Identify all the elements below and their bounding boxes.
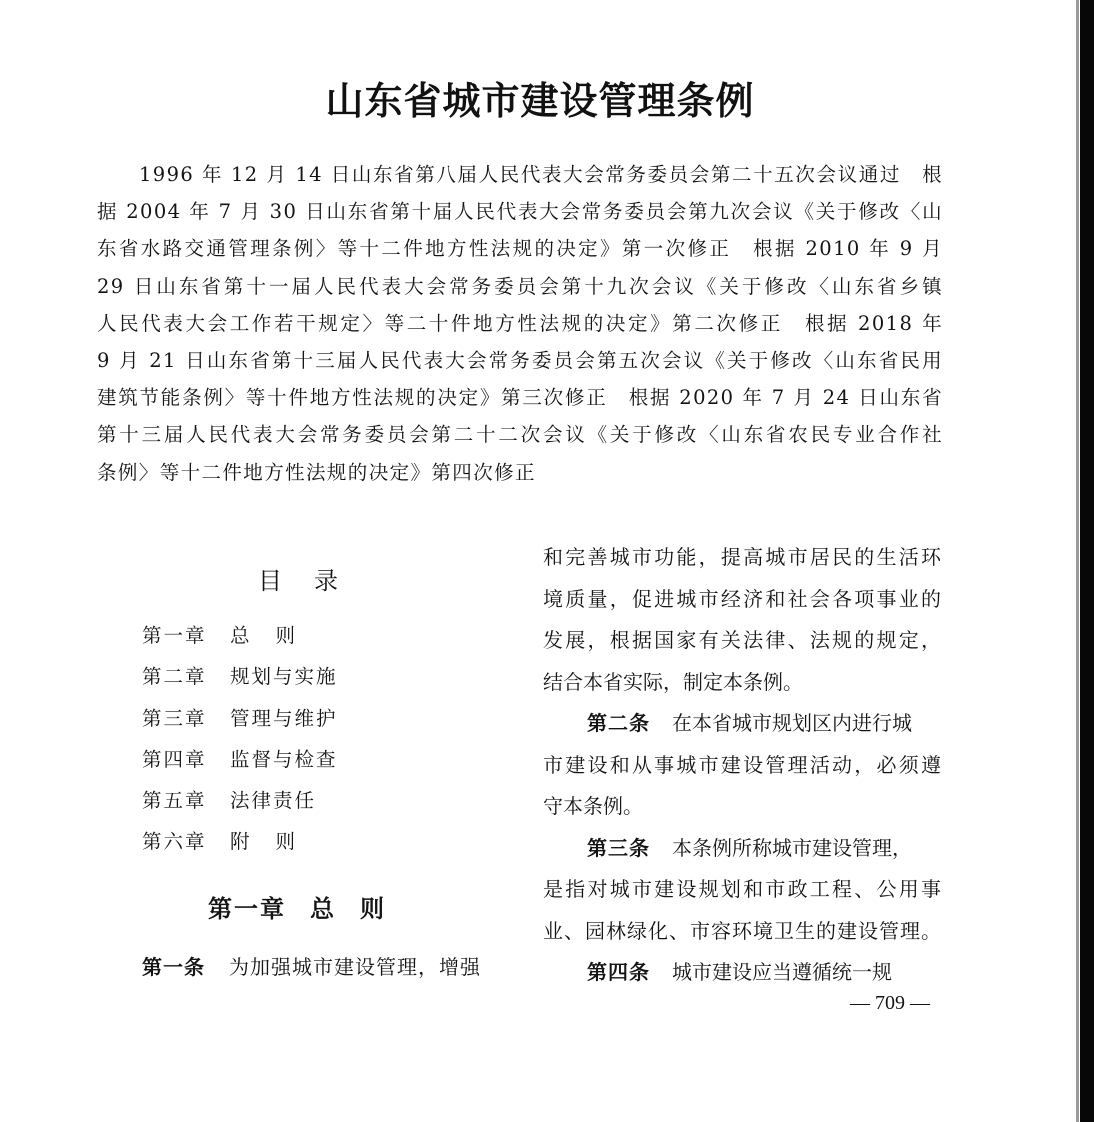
preamble-line: 第十三届人民代表大会常务委员会第二十二次会议《关于修改〈山东省农民专业合作社 xyxy=(97,423,943,447)
toc-chapter-title: 监督与检查 xyxy=(230,747,338,771)
article-text-line: 境质量，促进城市经济和社会各项事业的 xyxy=(543,586,941,611)
article-text-line: 市建设和从事城市建设管理活动，必须遵 xyxy=(543,752,941,777)
toc-chapter-number: 第二章 xyxy=(142,665,207,689)
toc-item xyxy=(142,826,338,867)
article-label: 第三条 xyxy=(587,835,650,860)
chapter-heading xyxy=(208,889,410,924)
preamble-line: 29 日山东省第十一届人民代表大会常务委员会第十九次会议《关于修改〈山东省乡镇 xyxy=(97,274,943,298)
preamble-line: 建筑节能条例〉等十件地方性法规的决定》第三次修正 根据 2020 年 7 月 24 日山东省 xyxy=(97,386,943,410)
preamble-line: 9 月 21 日山东省第十三届人民代表大会常务委员会第五次会议《关于修改〈山东省民用 xyxy=(97,348,943,372)
page-number: — 709 — xyxy=(850,992,930,1014)
article-text-line: 是指对城市建设规划和市政工程、公用事 xyxy=(543,877,941,901)
preamble-line: 人民代表大会工作若干规定〉等二十件地方性法规的决定》第二次修正 根据 2018 年 xyxy=(97,311,943,335)
toc-chapter-title: 规划与实施 xyxy=(230,665,338,689)
right-column xyxy=(543,537,941,994)
toc-chapter-number: 第三章 xyxy=(142,706,207,730)
preamble-line: 条例〉等十二件地方性法规的决定》第四次修正 xyxy=(97,460,536,484)
article-text: 为加强城市建设管理，增强 xyxy=(229,955,481,979)
preamble-line: 据 2004 年 7 月 30 日山东省第十届人民代表大会常务委员会第九次会议《关于修改〈山 xyxy=(97,200,943,224)
chapter-heading-title: 总则 xyxy=(310,895,410,923)
article-text: 城市建设应当遵循统一规 xyxy=(672,960,892,984)
toc-item xyxy=(142,703,338,744)
article-label: 第二条 xyxy=(587,711,650,735)
article-text-line: 发展，根据国家有关法律、法规的规定， xyxy=(543,628,941,652)
toc-item xyxy=(142,785,338,826)
chapter-heading-number: 第一章 xyxy=(208,895,286,923)
toc-chapter-number: 第五章 xyxy=(142,789,207,813)
toc-heading: 目录 xyxy=(258,567,370,595)
article-text-line: 结合本省实际，制定本条例。 xyxy=(543,669,803,694)
article-label: 第四条 xyxy=(587,960,650,984)
article-text-line: 和完善城市功能，提高城市居民的生活环 xyxy=(543,545,941,569)
article-text-line: 业、园林绿化、市容环境卫生的建设管理。 xyxy=(543,918,941,943)
article-text: 在本省城市规划区内进行城 xyxy=(672,711,912,735)
page-title: 山东省城市建设管理条例 xyxy=(325,78,755,123)
article-label: 第一条 xyxy=(142,955,205,979)
toc-chapter-title: 附则 xyxy=(230,830,322,854)
article-text: 本条例所称城市建设管理， xyxy=(672,835,912,860)
preamble xyxy=(97,156,943,491)
toc-item xyxy=(142,661,338,702)
article-text-line: 守本条例。 xyxy=(543,794,643,818)
article-2-first-line xyxy=(543,703,941,745)
toc-chapter-title: 管理与维护 xyxy=(230,706,338,730)
toc-item xyxy=(142,620,338,661)
preamble-line: 1996 年 12 月 14 日山东省第八届人民代表大会常务委员会第二十五次会议通过 根 xyxy=(139,163,943,186)
article-3-first-line xyxy=(543,828,941,870)
scan-edge xyxy=(1080,0,1094,1122)
toc-chapter-number: 第一章 xyxy=(142,624,207,647)
article-1-first-line xyxy=(142,951,481,980)
table-of-contents xyxy=(142,620,338,868)
article-4-first-line xyxy=(543,952,941,994)
toc-chapter-title: 法律责任 xyxy=(230,789,317,813)
toc-chapter-title: 总则 xyxy=(230,624,322,647)
preamble-line: 东省水路交通管理条例〉等十二件地方性法规的决定》第一次修正 根据 2010 年 9 月 xyxy=(97,237,943,261)
toc-chapter-number: 第四章 xyxy=(142,747,207,771)
toc-chapter-number: 第六章 xyxy=(142,830,207,854)
toc-item xyxy=(142,744,338,785)
